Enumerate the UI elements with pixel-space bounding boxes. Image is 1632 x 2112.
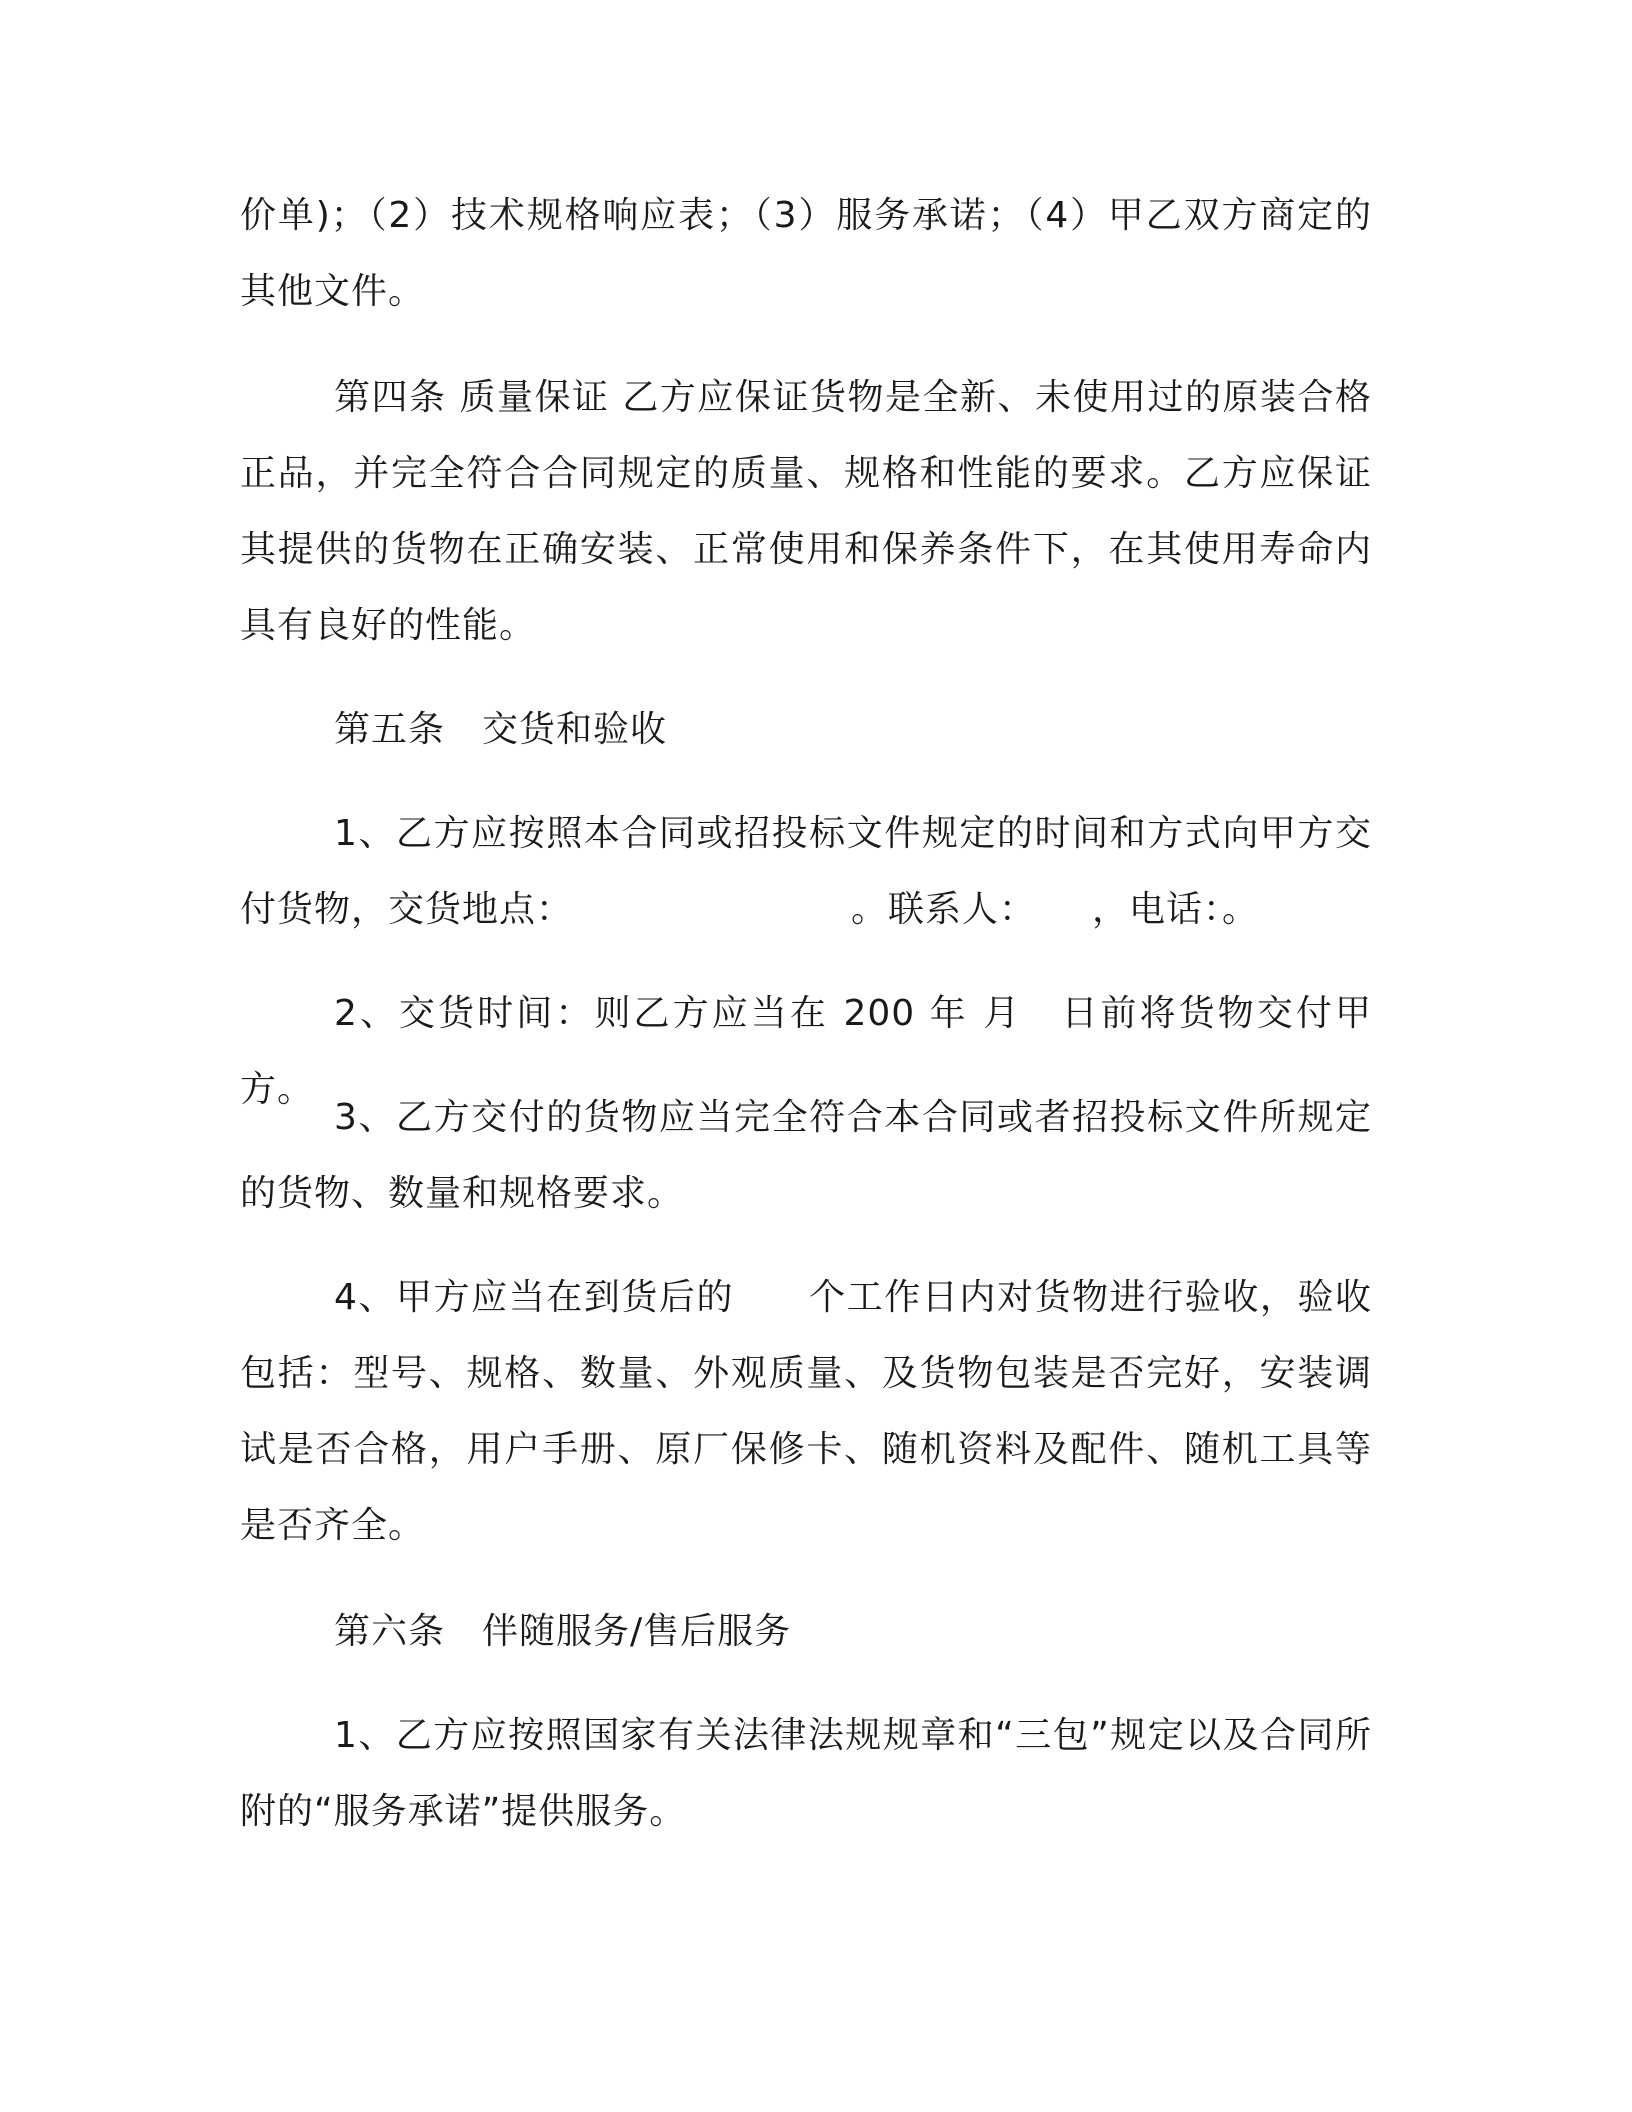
paragraph-article-5-item-4: 4、甲方应当在到货后的 个工作日内对货物进行验收，验收包括：型号、规格、数量、外观质量、及货物包装是否完好，安装调试是否合格，用户手册、原厂保修卡、随机资料及配件、随机工具等是否齐全。 <box>240 1277 1372 1546</box>
heading-article-5-delivery: 第五条 交货和验收 <box>334 709 668 750</box>
paragraph-article-4-quality: 第四条 质量保证 乙方应保证货物是全新、未使用过的原装合格正品，并完全符合合同规定的质量、规格和性能的要求。乙方应保证其提供的货物在正确安装、正常使用和保养条件下，在其使用寿命内具有良好的性能。 <box>240 377 1372 646</box>
paragraph-article-5-item-1: 1、乙方应按照本合同或招投标文件规定的时间和方式向甲方交付货物，交货地点： 。联系人： ，电话：。 <box>240 813 1372 930</box>
paragraph-attachments-continued: 价单)；（2）技术规格响应表；（3）服务承诺；（4）甲乙双方商定的其他文件。 <box>240 195 1372 312</box>
paragraph-article-6-item-1: 1、乙方应按照国家有关法律法规规章和“三包”规定以及合同所附的“服务承诺”提供服务。 <box>240 1715 1372 1832</box>
heading-article-6-service: 第六条 伴随服务/售后服务 <box>334 1611 792 1652</box>
paragraph-article-5-item-2: 2、交货时间：则乙方应当在 200 年 月 日前将货物交付甲方。 <box>240 993 1372 1110</box>
paragraph-article-5-item-3: 3、乙方交付的货物应当完全符合本合同或者招投标文件所规定的货物、数量和规格要求。 <box>240 1097 1372 1214</box>
